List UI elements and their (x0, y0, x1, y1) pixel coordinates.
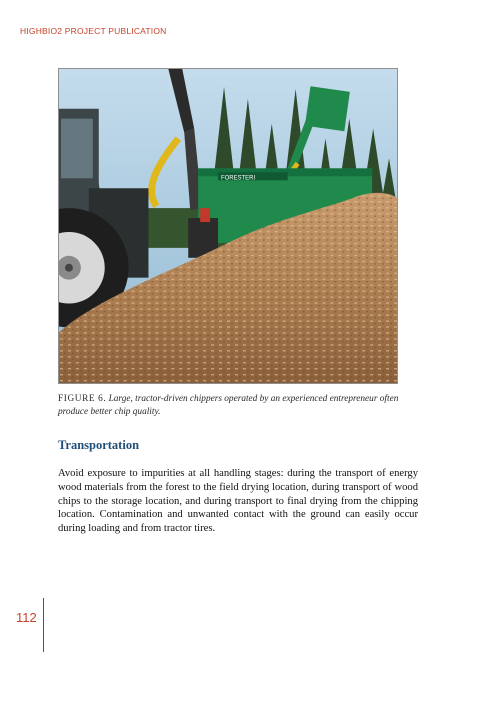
figure-photo-wood-chipper (58, 68, 398, 384)
figure-caption-text: Large, tractor-driven chippers operated by an experienced entrepreneur often produce better chip quality. (58, 394, 399, 417)
running-header: HIGHBIO2 PROJECT PUBLICATION (20, 26, 167, 36)
figure-caption (58, 393, 408, 418)
page-number: 112 (16, 610, 37, 625)
machine-brand-label: FORESTERI (221, 175, 256, 182)
section-heading: Transportation (58, 438, 140, 452)
figure-label: FIGURE 6. (58, 394, 107, 404)
margin-rule (43, 598, 44, 652)
body-paragraph: Avoid exposure to impurities at all handling stages: during the transport of energy wood materials from the forest to the field drying location, during transport of wood chips to the storage location, and during transport to final drying from the chipping location. Contamination and unwanted contact with the ground can easily occur during loading and from tractor tires. (58, 468, 418, 535)
chipper-photo-illustration (59, 69, 397, 383)
